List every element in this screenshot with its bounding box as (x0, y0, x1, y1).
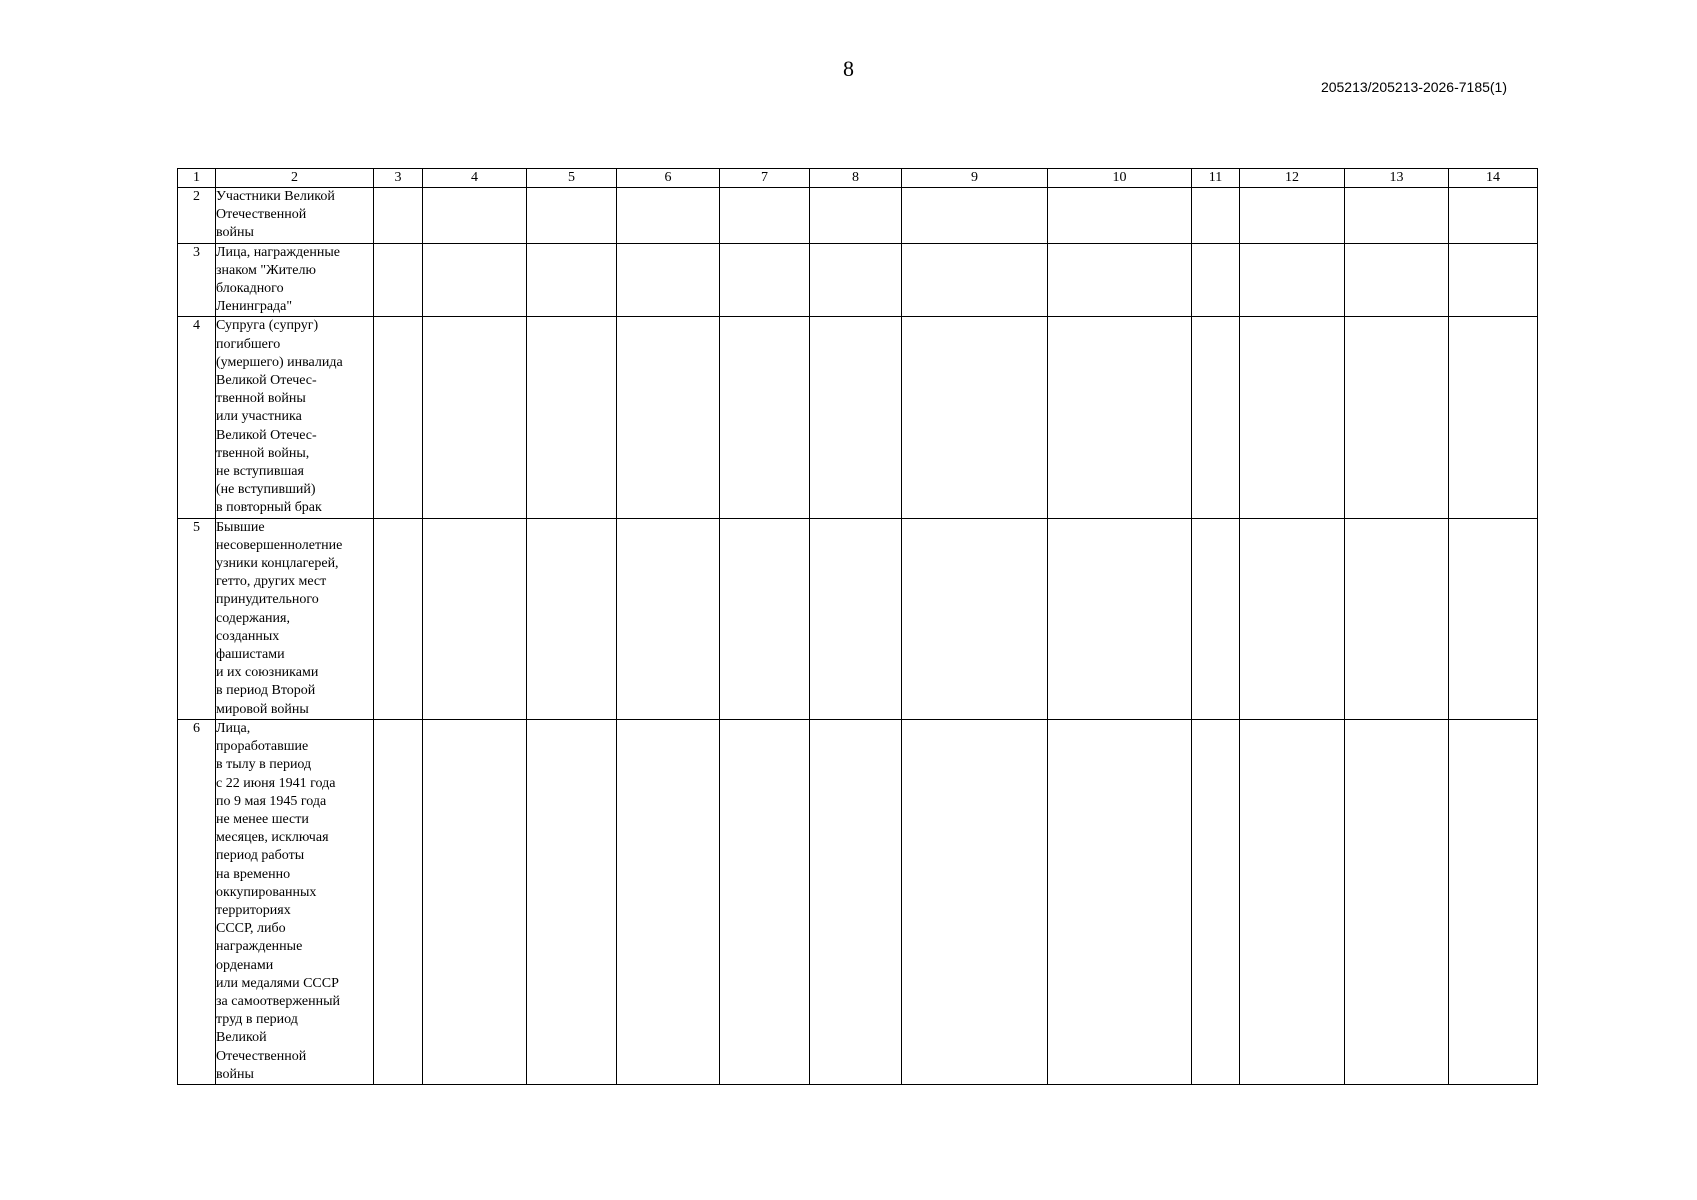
empty-cell (1048, 317, 1192, 518)
empty-cell (1345, 719, 1449, 1084)
column-header: 8 (810, 169, 902, 188)
row-number: 6 (178, 719, 216, 1084)
empty-cell (1449, 243, 1538, 317)
row-category: Супруга (супруг) погибшего (умершего) инвалида Великой Отечес- твенной войны или участника Великой Отечес- твенной войны, не вступившая (не вступивший) в повторный брак (216, 317, 374, 518)
data-table (177, 168, 1538, 1085)
empty-cell (902, 518, 1048, 719)
empty-cell (720, 188, 810, 244)
empty-cell (902, 243, 1048, 317)
empty-cell (720, 317, 810, 518)
empty-cell (1345, 317, 1449, 518)
empty-cell (810, 719, 902, 1084)
table-row (178, 243, 1538, 317)
empty-cell (617, 243, 720, 317)
empty-cell (527, 317, 617, 518)
empty-cell (1240, 188, 1345, 244)
table-row (178, 719, 1538, 1084)
empty-cell (1192, 243, 1240, 317)
row-category: Бывшие несовершеннолетние узники концлагерей, гетто, других мест принудительного содержания, созданных фашистами и их союзниками в период Второй мировой войны (216, 518, 374, 719)
empty-cell (617, 188, 720, 244)
column-header: 9 (902, 169, 1048, 188)
empty-cell (527, 518, 617, 719)
column-header: 2 (216, 169, 374, 188)
column-header: 1 (178, 169, 216, 188)
empty-cell (1240, 317, 1345, 518)
empty-cell (810, 243, 902, 317)
column-header: 12 (1240, 169, 1345, 188)
empty-cell (423, 188, 527, 244)
empty-cell (1048, 719, 1192, 1084)
empty-cell (423, 719, 527, 1084)
empty-cell (810, 518, 902, 719)
empty-cell (1048, 518, 1192, 719)
empty-cell (902, 188, 1048, 244)
column-header: 14 (1449, 169, 1538, 188)
empty-cell (374, 317, 423, 518)
column-header: 5 (527, 169, 617, 188)
empty-cell (527, 188, 617, 244)
empty-cell (1345, 243, 1449, 317)
table-row (178, 317, 1538, 518)
empty-cell (1449, 719, 1538, 1084)
row-category: Участники Великой Отечественной войны (216, 188, 374, 244)
empty-cell (1240, 518, 1345, 719)
empty-cell (720, 243, 810, 317)
empty-cell (617, 518, 720, 719)
row-number: 2 (178, 188, 216, 244)
empty-cell (527, 719, 617, 1084)
column-header: 7 (720, 169, 810, 188)
empty-cell (1345, 188, 1449, 244)
column-header: 10 (1048, 169, 1192, 188)
header-row (178, 169, 1538, 188)
empty-cell (1192, 188, 1240, 244)
column-header: 13 (1345, 169, 1449, 188)
empty-cell (720, 518, 810, 719)
empty-cell (1449, 518, 1538, 719)
empty-cell (1449, 317, 1538, 518)
empty-cell (1345, 518, 1449, 719)
empty-cell (902, 719, 1048, 1084)
table-row (178, 518, 1538, 719)
page-number: 8 (843, 56, 854, 81)
row-number: 3 (178, 243, 216, 317)
column-header: 6 (617, 169, 720, 188)
empty-cell (423, 243, 527, 317)
empty-cell (1449, 188, 1538, 244)
empty-cell (423, 518, 527, 719)
empty-cell (810, 317, 902, 518)
empty-cell (1192, 317, 1240, 518)
empty-cell (374, 719, 423, 1084)
empty-cell (1192, 719, 1240, 1084)
empty-cell (374, 243, 423, 317)
column-header: 4 (423, 169, 527, 188)
empty-cell (617, 317, 720, 518)
empty-cell (902, 317, 1048, 518)
document-id: 205213/205213-2026-7185(1) (1320, 79, 1507, 95)
empty-cell (1240, 243, 1345, 317)
column-header: 11 (1192, 169, 1240, 188)
table-row (178, 188, 1538, 244)
row-category: Лица, проработавшие в тылу в период с 22 июня 1941 года по 9 мая 1945 года не менее шести месяцев, исключая период работы на временно оккупированных территориях СССР, либо награжденные орденами или медалями СССР за самоотверженный труд в период Великой Отечественной войны (216, 719, 374, 1084)
empty-cell (810, 188, 902, 244)
empty-cell (374, 518, 423, 719)
column-header: 3 (374, 169, 423, 188)
empty-cell (1048, 188, 1192, 244)
empty-cell (1048, 243, 1192, 317)
row-number: 5 (178, 518, 216, 719)
empty-cell (374, 188, 423, 244)
empty-cell (1192, 518, 1240, 719)
empty-cell (720, 719, 810, 1084)
row-category: Лица, награжденные знаком "Жителю блокадного Ленинграда" (216, 243, 374, 317)
empty-cell (423, 317, 527, 518)
row-number: 4 (178, 317, 216, 518)
empty-cell (1240, 719, 1345, 1084)
empty-cell (617, 719, 720, 1084)
empty-cell (527, 243, 617, 317)
